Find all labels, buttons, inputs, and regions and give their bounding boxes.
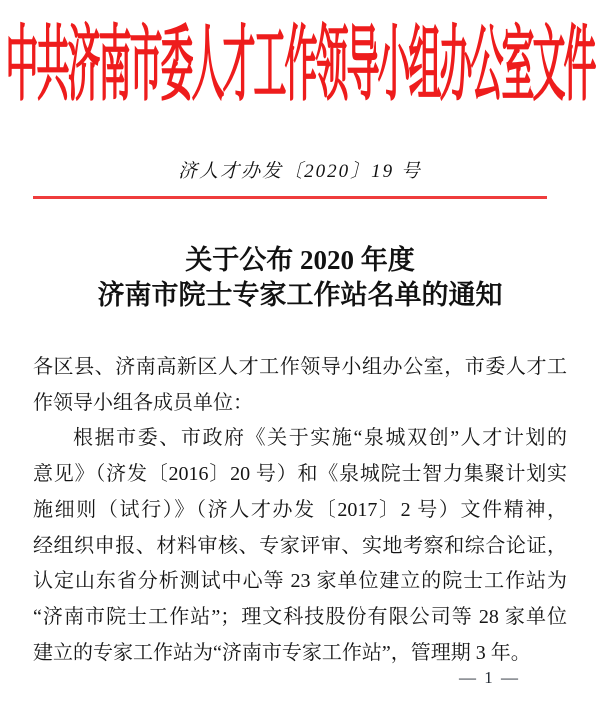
red-header-banner (0, 21, 600, 112)
body-line: 各区县、济南高新区人才工作领导小组办公室，市委人才工 (33, 356, 567, 378)
page-number: — 1 — (459, 668, 520, 687)
document-reference-number: 济人才办发〔2020〕19 号 (178, 161, 422, 182)
body-line: 意见》（济发〔2016〕20 号）和《泉城院士智力集聚计划实 (33, 463, 567, 486)
notice-title (0, 243, 600, 313)
body-line: 经组织申报、材料审核、专家评审、实地考察和综合论证， (33, 534, 567, 557)
body-line: 根据市委、市政府《关于实施“泉城双创”人才计划的 (73, 427, 567, 450)
red-divider-line (33, 196, 547, 199)
body-line: 作领导小组各成员单位： (33, 391, 253, 414)
body-line: “济南市院士工作站”；理文科技股份有限公司等 28 家单位 (33, 605, 567, 628)
notice-title-line-2: 济南市院士专家工作站名单的通知 (97, 280, 503, 310)
body-line: 建立的专家工作站为“济南市专家工作站”，管理期 3 年。 (33, 641, 531, 664)
notice-body (33, 350, 567, 671)
body-line: 认定山东省分析测试中心等 23 家单位建立的院士工作站为 (33, 570, 567, 593)
issuing-office-title: 中共济南市委人才工作领导小组办公室文件 (5, 21, 595, 112)
body-line: 施细则（试行）》（济人才办发〔2017〕2 号）文件精神， (33, 498, 567, 521)
notice-title-line-1: 关于公布 2020 年度 (185, 245, 415, 275)
